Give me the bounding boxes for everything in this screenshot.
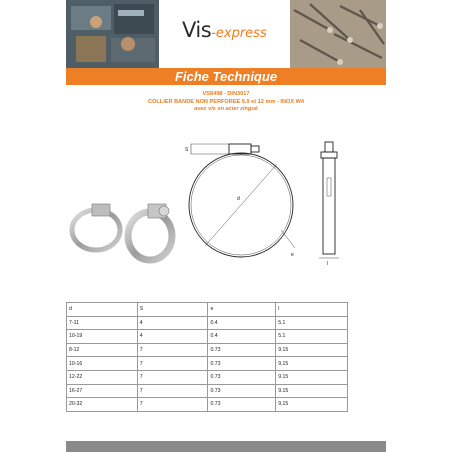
technical-drawing (181, 134, 341, 269)
table-cell: 0.4 (208, 330, 276, 344)
table-cell: 12-22 (67, 370, 138, 384)
table-cell: 0.73 (208, 357, 276, 371)
table-cell: 8-12 (67, 343, 138, 357)
table-cell: 0.73 (208, 370, 276, 384)
table-header-cell: S (137, 303, 208, 317)
technical-sheet (66, 0, 386, 452)
table-cell: 5.1 (276, 330, 348, 344)
table-header-cell: e (208, 303, 276, 317)
table-cell: 9.15 (276, 370, 348, 384)
table-cell: 7 (137, 343, 208, 357)
table-row (67, 398, 348, 412)
table-cell: 9.15 (276, 357, 348, 371)
table-cell: 10-19 (67, 330, 138, 344)
vis-express-logo (182, 18, 282, 48)
table-row (67, 316, 348, 330)
table-cell: 0.73 (208, 398, 276, 412)
table-row (67, 370, 348, 384)
table-cell: 0.73 (208, 384, 276, 398)
table-cell: 5.1 (276, 316, 348, 330)
table-header-cell: d (67, 303, 138, 317)
table-cell: 9.15 (276, 384, 348, 398)
table-row (67, 330, 348, 344)
table-row (67, 343, 348, 357)
table-cell: 0.4 (208, 316, 276, 330)
table-cell: 4 (137, 316, 208, 330)
table-cell: 7 (137, 384, 208, 398)
table-header-row (67, 303, 348, 317)
table-cell: 20-32 (67, 398, 138, 412)
table-cell: 7 (137, 398, 208, 412)
table-row (67, 384, 348, 398)
header-photo-tools (66, 0, 159, 68)
label-d: d (237, 196, 240, 202)
logo-express-text: -express (211, 26, 267, 41)
table-cell: 9.15 (276, 398, 348, 412)
table-cell: 7 (137, 357, 208, 371)
table-cell: 9.15 (276, 343, 348, 357)
table-row (67, 357, 348, 371)
product-subtitle: avec vis en acier zingué (194, 106, 258, 113)
product-title: COLLIER BANDE NON PERFOREE 5,9 et 12 mm - INOX W4 (147, 98, 305, 105)
product-photo (66, 190, 178, 270)
dimensions-table (66, 302, 348, 412)
label-s: S (185, 147, 189, 153)
table-cell: 16-27 (67, 384, 138, 398)
header-photo-screws (290, 0, 386, 68)
title-banner (66, 68, 386, 85)
label-e: e (291, 252, 294, 258)
table-cell: 7 (137, 370, 208, 384)
table-cell: 0.73 (208, 343, 276, 357)
product-reference-block (66, 91, 386, 114)
footer-bar (66, 441, 386, 452)
header (66, 0, 386, 68)
banner-title: Fiche Technique (174, 69, 278, 84)
label-l: l (327, 261, 329, 267)
table-cell: 10-16 (67, 357, 138, 371)
product-reference: VS8498 - DIN3017 (202, 91, 250, 97)
table-cell: 4 (137, 330, 208, 344)
table-cell: 7-11 (67, 316, 138, 330)
logo-vis-text: Vis (182, 18, 212, 42)
table-header-cell: l (276, 303, 348, 317)
